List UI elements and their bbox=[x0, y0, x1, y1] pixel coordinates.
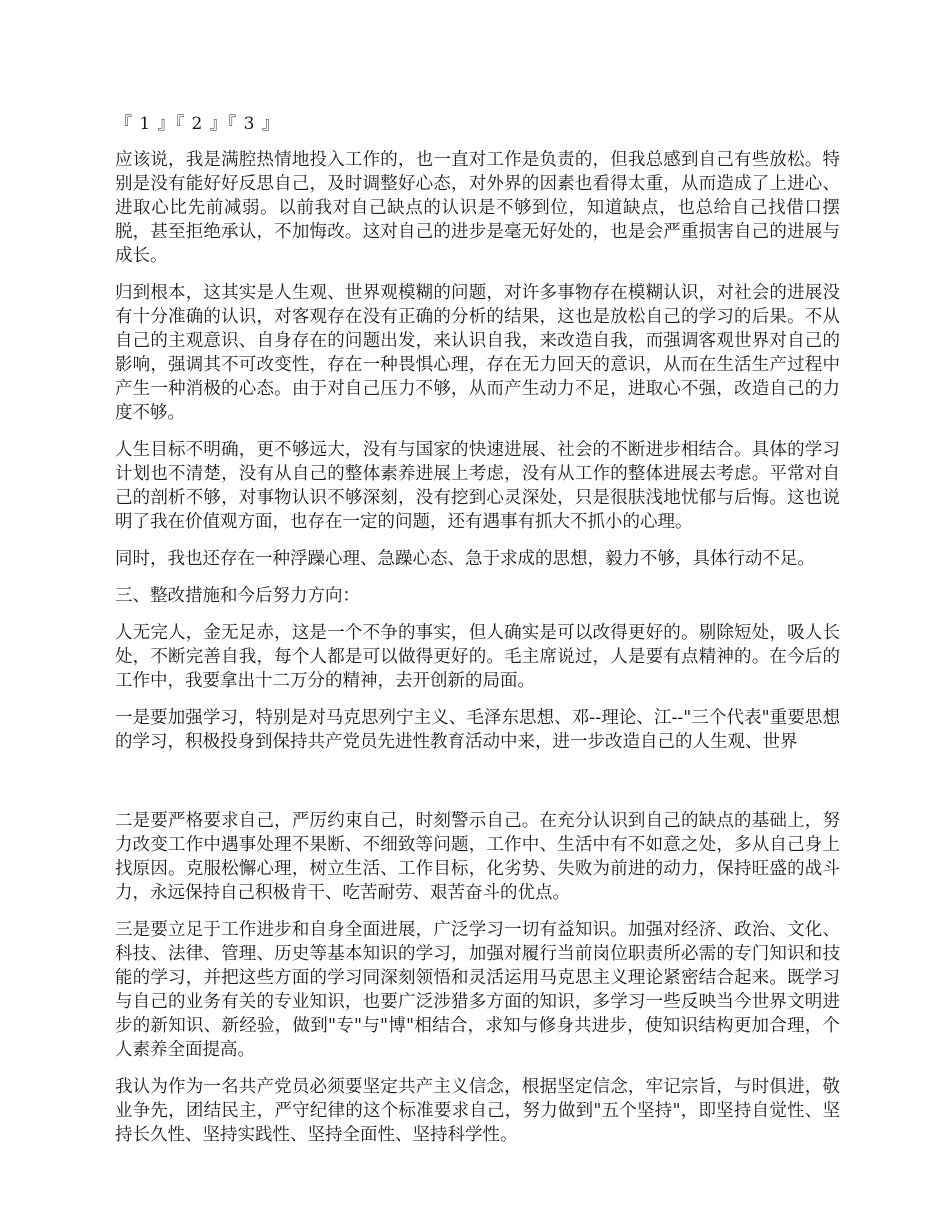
paragraph-3: 人生目标不明确，更不够远大，没有与国家的快速进展、社会的不断进步相结合。具体的学习计划也不清楚，没有从自己的整体素养进展上考虑，没有从工作的整体进展去考虑。平常对自己的剖析不够，对事物认识不够深刻，没有挖到心灵深处，只是很肤浅地忧郁与后悔。这也说明了我在价值观方面，也存在一定的问题，还有遇事有抓大不抓小的心理。 bbox=[115, 440, 840, 532]
paragraph-4: 同时，我也还存在一种浮躁心理、急躁心态、急于求成的思想，毅力不够，具体行动不足。 bbox=[115, 549, 815, 569]
paragraph-2: 归到根本，这其实是人生观、世界观模糊的问题，对许多事物存在模糊认识，对社会的进展没有十分准确的认识，对客观存在没有正确的分析的结果，这也是放松自己的学习的后果。不从自己的主观意识、自身存在的问题出发，来认识自我，来改造自我，而强调客观世界对自己的影响，强调其不可改变性，存在一种畏惧心理，存在无力回天的意识，从而在生活生产过程中产生一种消极的心态。由于对自己压力不够，从而产生动力不足，进取心不强，改造自己的力度不够。 bbox=[115, 283, 840, 423]
page-navigation[interactable]: 『 1 』『 2 』『 3 』 bbox=[115, 114, 280, 134]
paragraph-1: 应该说，我是满腔热情地投入工作的，也一直对工作是负责的，但我总感到自己有些放松。特别是没有能好好反思自己，及时调整好心态，对外界的因素也看得太重，从而造成了上进心、进取心比先前减弱。以前我对自己缺点的认识是不够到位，知道缺点，也总给自己找借口摆脱，甚至拒绝承认，不加悔改。这对自己的进步是毫无好处的，也是会严重损害自己的进展与成长。 bbox=[115, 150, 840, 266]
section-heading: 三、整改措施和今后努力方向： bbox=[115, 586, 360, 606]
paragraph-9: 我认为作为一名共产党员必须要坚定共产主义信念，根据坚定信念，牢记宗旨，与时俱进，敬业争先，团结民主，严守纪律的这个标准要求自己，努力做到"五个坚持"，即坚持自觉性、坚持长久性、坚持实践性、坚持全面性、坚持科学性。 bbox=[115, 1077, 840, 1145]
paragraph-5: 人无完人，金无足赤，这是一个不争的事实，但人确实是可以改得更好的。剔除短处，吸人长处，不断完善自我，每个人都是可以做得更好的。毛主席说过，人是要有点精神的。在今后的工作中，我要拿出十二万分的精神，去开创新的局面。 bbox=[115, 623, 840, 691]
paragraph-7: 二是要严格要求自己，严厉约束自己，时刻警示自己。在充分认识到自己的缺点的基础上，努力改变工作中遇事处理不果断、不细致等问题，工作中、生活中有不如意之处，多从自己身上找原因。克服松懈心理，树立生活、工作目标，化劣势、失败为前进的动力，保持旺盛的战斗力，永远保持自己积极肯干、吃苦耐劳、艰苦奋斗的优点。 bbox=[115, 811, 840, 903]
paragraph-8: 三是要立足于工作进步和自身全面进展，广泛学习一切有益知识。加强对经济、政治、文化、科技、法律、管理、历史等基本知识的学习，加强对履行当前岗位职责所必需的专门知识和技能的学习，并把这些方面的学习同深刻领悟和灵活运用马克思主义理论紧密结合起来。既学习与自己的业务有关的专业知识，也要广泛涉猎多方面的知识，多学习一些反映当今世界文明进步的新知识、新经验，做到"专"与"博"相结合，求知与修身共进步，使知识结构更加合理，个人素养全面提高。 bbox=[115, 920, 840, 1060]
document-page bbox=[115, 112, 840, 1160]
paragraph-6: 一是要加强学习，特别是对马克思列宁主义、毛泽东思想、邓--理论、江--"三个代表"重要思想的学习，积极投身到保持共产党员先进性教育活动中来，进一步改造自己的人生观、世界 bbox=[115, 708, 840, 752]
blank-gap bbox=[115, 767, 840, 809]
